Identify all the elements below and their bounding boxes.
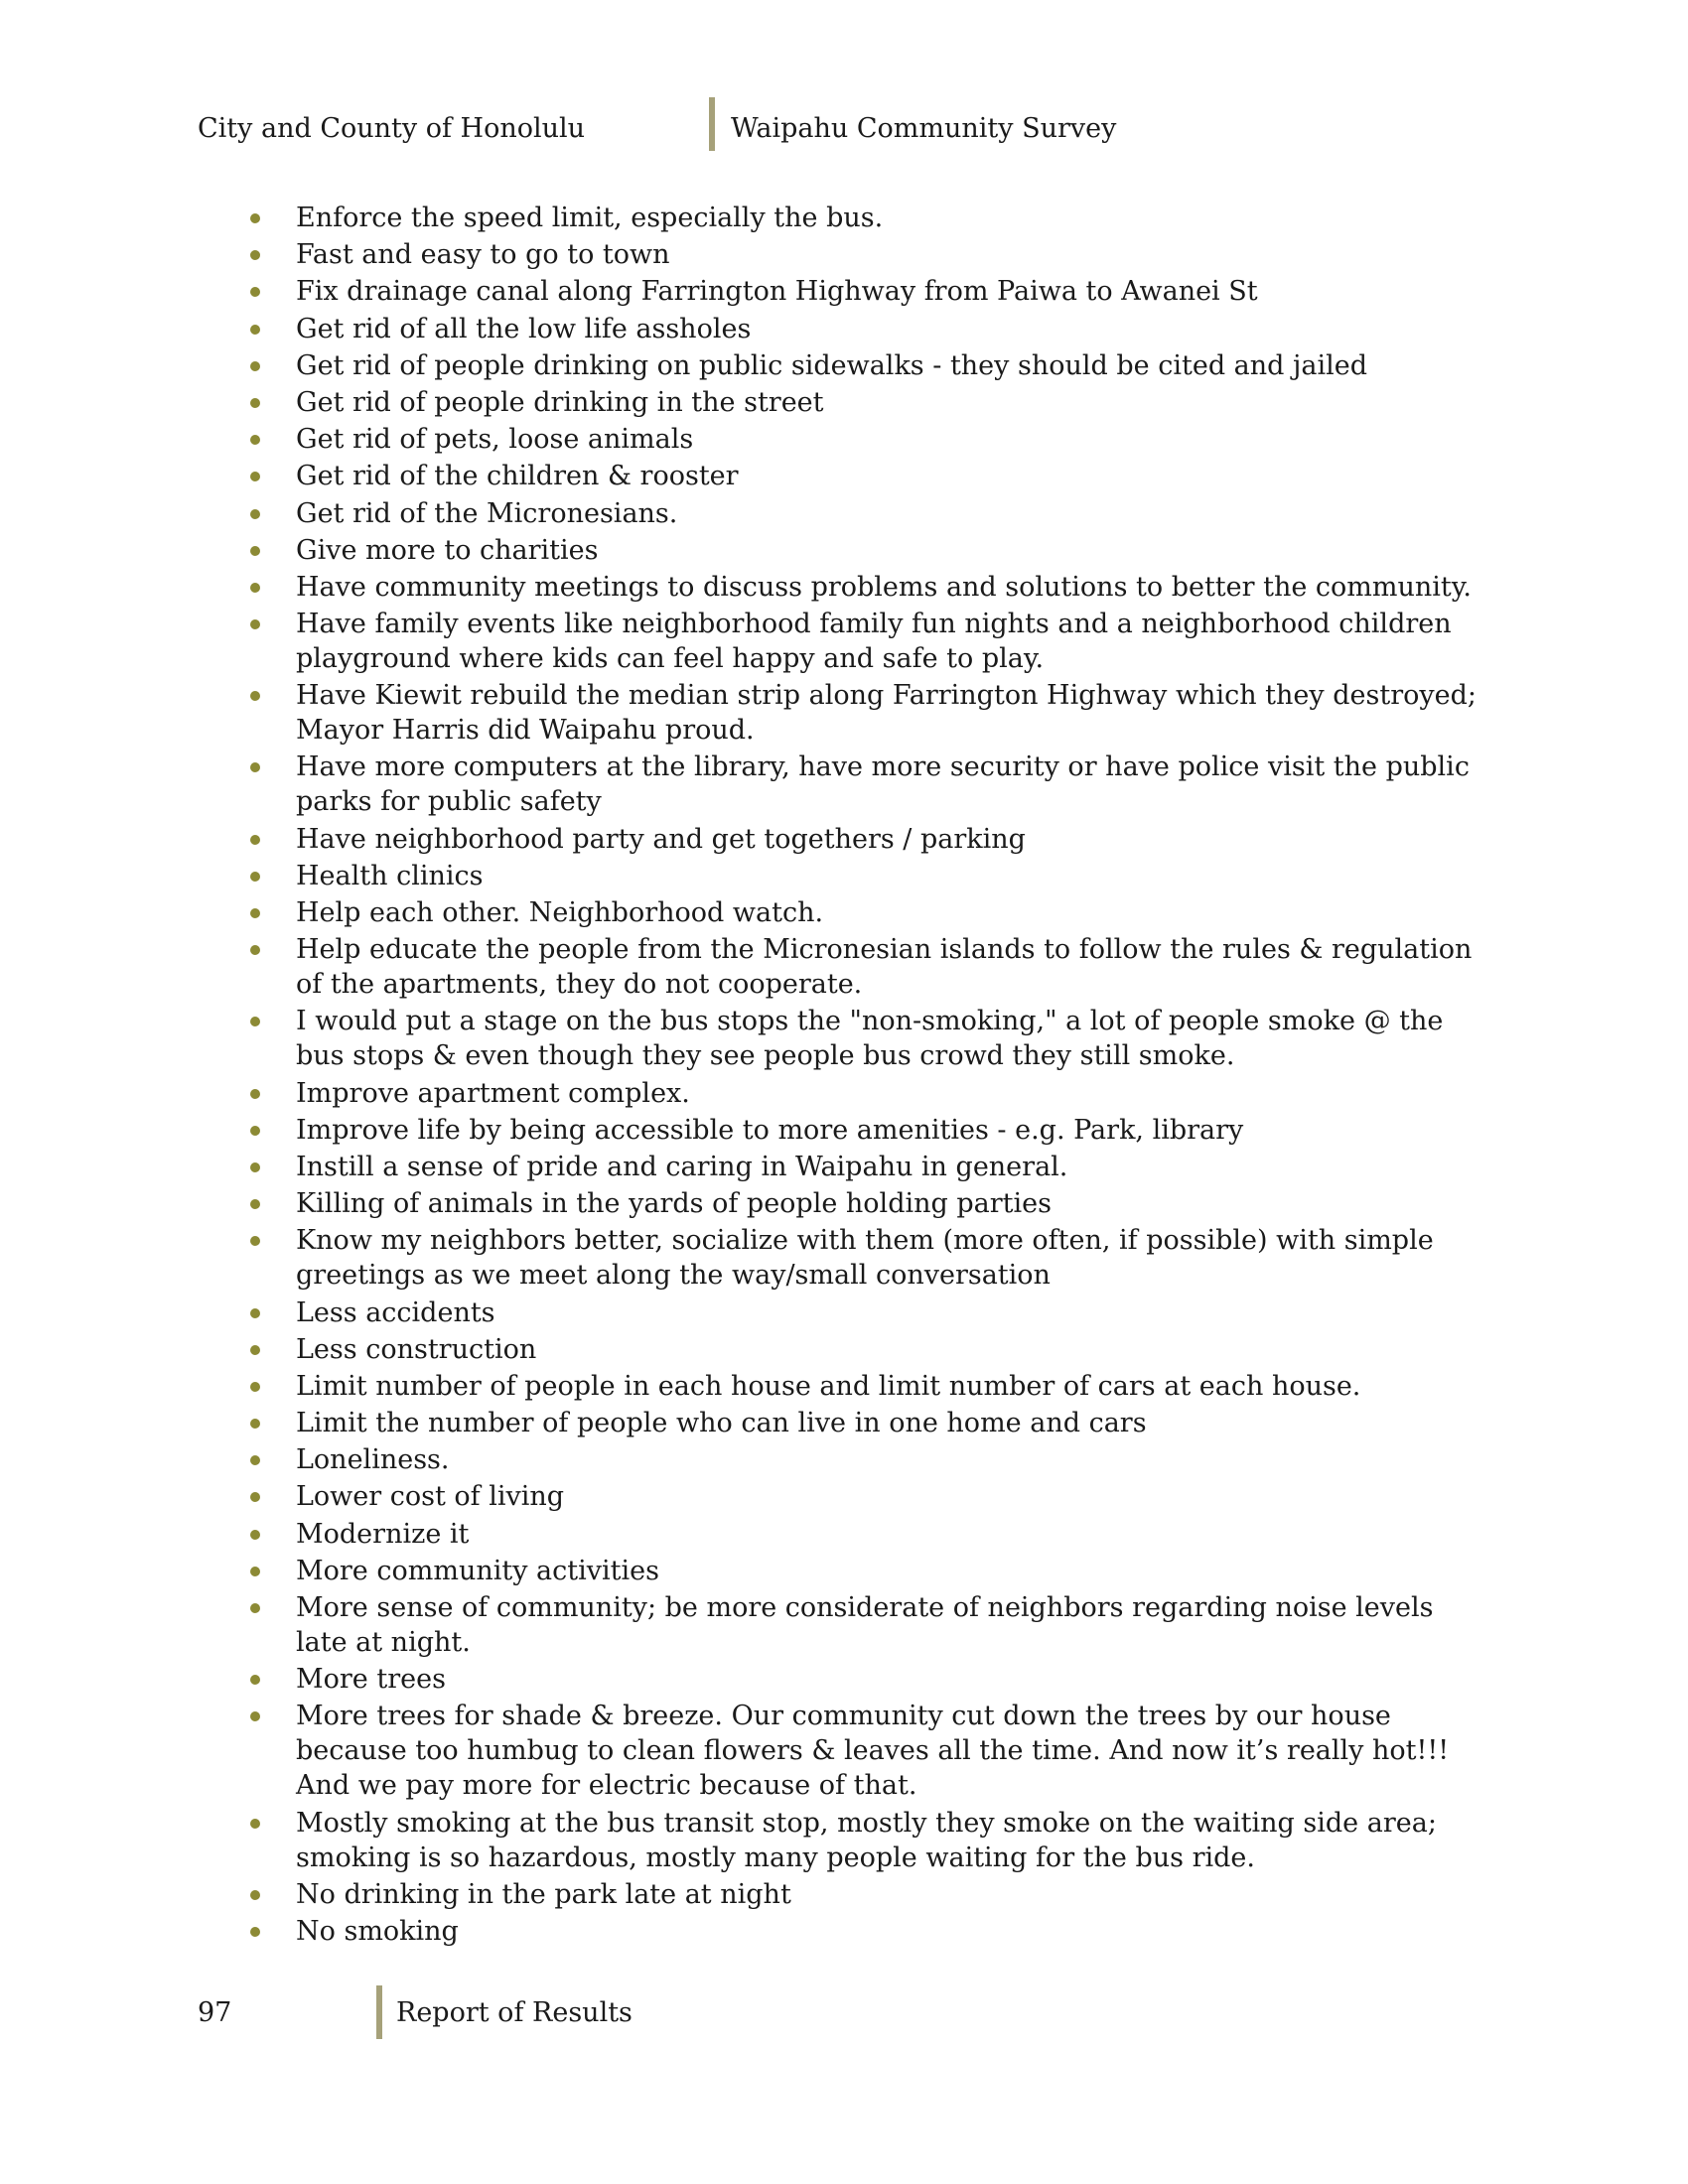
list-item — [0, 201, 1487, 235]
bullet-icon — [250, 1345, 260, 1355]
list-item — [0, 1223, 1487, 1293]
list-item — [0, 1554, 1487, 1588]
bullet-icon — [250, 325, 260, 335]
list-item-text: Have Kiewit rebuild the median strip along Farrington Highway which they destroyed; Mayor Harris did Waipahu proud. — [296, 680, 1477, 747]
bullet-icon — [250, 1927, 260, 1937]
list-item-text: Instill a sense of pride and caring in Waipahu in general. — [296, 1151, 1068, 1182]
list-item-text: Fix drainage canal along Farrington Highway from Paiwa to Awanei St — [296, 276, 1258, 308]
bullet-icon — [250, 1890, 260, 1900]
list-item — [0, 1517, 1487, 1552]
list-item — [0, 1004, 1487, 1073]
response-list — [0, 201, 1688, 1951]
list-item-text: Get rid of pets, loose animals — [296, 424, 694, 456]
list-item — [0, 1590, 1487, 1660]
list-item — [0, 422, 1487, 457]
bullet-icon — [250, 250, 260, 260]
bullet-icon — [250, 398, 260, 408]
list-item-text: Know my neighbors better, socialize with them (more often, if possible) with simple greetings as we meet along the way/small conversation — [296, 1225, 1434, 1292]
bullet-icon — [250, 619, 260, 629]
list-item-text: Loneliness. — [296, 1444, 450, 1476]
bullet-icon — [250, 835, 260, 845]
list-item — [0, 570, 1487, 605]
list-item — [0, 1406, 1487, 1440]
header-document-title: Waipahu Community Survey — [731, 113, 1117, 144]
bullet-icon — [250, 583, 260, 593]
list-item — [0, 932, 1487, 1002]
list-item — [0, 312, 1487, 346]
list-item — [0, 1806, 1487, 1875]
list-item-text: Get rid of people drinking on public sidewalks - they should be cited and jailed — [296, 349, 1368, 381]
list-item-text: Less accidents — [296, 1297, 495, 1328]
list-item-text: Health clinics — [296, 860, 484, 891]
list-item — [0, 1662, 1487, 1697]
list-item-text: More community activities — [296, 1555, 659, 1586]
bullet-icon — [250, 1567, 260, 1576]
bullet-icon — [250, 1530, 260, 1540]
list-item — [0, 1442, 1487, 1477]
list-item — [0, 859, 1487, 893]
bullet-icon — [250, 691, 260, 701]
list-item-text: I would put a stage on the bus stops the "non-smoking," a lot of people smoke @ the bus stops & even though they see people bus crowd they still smoke. — [296, 1006, 1444, 1072]
list-item — [0, 1914, 1487, 1949]
list-item — [0, 1186, 1487, 1221]
list-item — [0, 1296, 1487, 1330]
list-item — [0, 678, 1487, 748]
list-item — [0, 274, 1487, 309]
list-item-text: More sense of community; be more considerate of neighbors regarding noise levels late at night. — [296, 1592, 1434, 1658]
bullet-icon — [250, 872, 260, 882]
list-item-text: Have community meetings to discuss problems and solutions to better the community. — [296, 571, 1473, 603]
bullet-icon — [250, 361, 260, 371]
bullet-icon — [250, 1603, 260, 1613]
list-item-text: More trees — [296, 1664, 446, 1696]
list-item-text: Fast and easy to go to town — [296, 239, 670, 271]
list-item — [0, 1150, 1487, 1184]
list-item-text: Have more computers at the library, have more security or have police visit the public parks for public safety — [296, 751, 1470, 818]
list-item-text: Improve apartment complex. — [296, 1077, 690, 1109]
bullet-icon — [250, 1308, 260, 1318]
list-item-text: Help each other. Neighborhood watch. — [296, 897, 824, 928]
list-item-text: No drinking in the park late at night — [296, 1878, 791, 1910]
list-item — [0, 895, 1487, 930]
bullet-icon — [250, 908, 260, 918]
list-item-text: Help educate the people from the Micronesian islands to follow the rules & regulation of the apartments, they do not cooperate. — [296, 934, 1473, 1001]
page-footer — [198, 1985, 893, 2045]
bullet-icon — [250, 546, 260, 556]
list-item — [0, 1076, 1487, 1111]
page-header — [198, 107, 1488, 153]
bullet-icon — [250, 1492, 260, 1502]
bullet-icon — [250, 1126, 260, 1136]
list-item-text: Killing of animals in the yards of people holding parties — [296, 1188, 1052, 1220]
list-item-text: Improve life by being accessible to more amenities - e.g. Park, library — [296, 1114, 1244, 1146]
list-item — [0, 533, 1487, 568]
bullet-icon — [250, 1419, 260, 1429]
bullet-icon — [250, 435, 260, 445]
bullet-icon — [250, 287, 260, 297]
bullet-icon — [250, 1455, 260, 1465]
header-organization: City and County of Honolulu — [198, 113, 586, 144]
list-item-text: Have family events like neighborhood family fun nights and a neighborhood children playground where kids can feel happy and safe to play. — [296, 609, 1452, 675]
list-item-text: Get rid of the children & rooster — [296, 461, 739, 492]
list-item-text: Modernize it — [296, 1518, 470, 1550]
list-item — [0, 607, 1487, 676]
list-item — [0, 1113, 1487, 1148]
list-item — [0, 1369, 1487, 1404]
bullet-icon — [250, 213, 260, 223]
list-item-text: Get rid of all the low life assholes — [296, 313, 752, 344]
bullet-icon — [250, 472, 260, 481]
list-item-text: Limit the number of people who can live in one home and cars — [296, 1408, 1147, 1439]
list-item — [0, 459, 1487, 493]
list-item — [0, 385, 1487, 420]
list-item-text: Get rid of the Micronesians. — [296, 497, 678, 529]
bullet-icon — [250, 1711, 260, 1721]
list-item-text: Lower cost of living — [296, 1481, 565, 1513]
footer-divider — [376, 1985, 382, 2039]
list-item — [0, 822, 1487, 857]
list-item — [0, 1332, 1487, 1367]
bullet-icon — [250, 1017, 260, 1026]
bullet-icon — [250, 509, 260, 519]
list-item — [0, 1699, 1487, 1803]
list-item-text: Get rid of people drinking in the street — [296, 386, 824, 418]
bullet-icon — [250, 1199, 260, 1209]
list-item — [0, 348, 1487, 383]
bullet-icon — [250, 1236, 260, 1246]
bullet-icon — [250, 1819, 260, 1829]
list-item-text: No smoking — [296, 1915, 459, 1947]
bullet-icon — [250, 945, 260, 955]
list-item — [0, 1877, 1487, 1912]
list-item — [0, 496, 1487, 531]
list-item-text: Less construction — [296, 1333, 537, 1365]
list-item — [0, 750, 1487, 819]
list-item — [0, 237, 1487, 272]
list-item-text: More trees for shade & breeze. Our community cut down the trees by our house because too humbug to clean flowers & leaves all the time. And now it’s really hot!!! And we pay more for electric because of that. — [296, 1701, 1450, 1802]
footer-title: Report of Results — [396, 1997, 633, 2028]
bullet-icon — [250, 762, 260, 772]
list-item-text: Limit number of people in each house and limit number of cars at each house. — [296, 1370, 1361, 1402]
list-item-text: Enforce the speed limit, especially the bus. — [296, 203, 884, 233]
bullet-icon — [250, 1162, 260, 1172]
bullet-icon — [250, 1382, 260, 1392]
header-divider — [709, 97, 715, 151]
list-item-text: Mostly smoking at the bus transit stop, mostly they smoke on the waiting side area; smoking is so hazardous, mostly many people waiting for the bus ride. — [296, 1807, 1437, 1873]
bullet-icon — [250, 1675, 260, 1685]
bullet-icon — [250, 1089, 260, 1099]
list-item-text: Have neighborhood party and get togethers / parking — [296, 823, 1026, 855]
list-item — [0, 1479, 1487, 1514]
page-number: 97 — [198, 1997, 232, 2028]
list-item-text: Give more to charities — [296, 534, 599, 566]
